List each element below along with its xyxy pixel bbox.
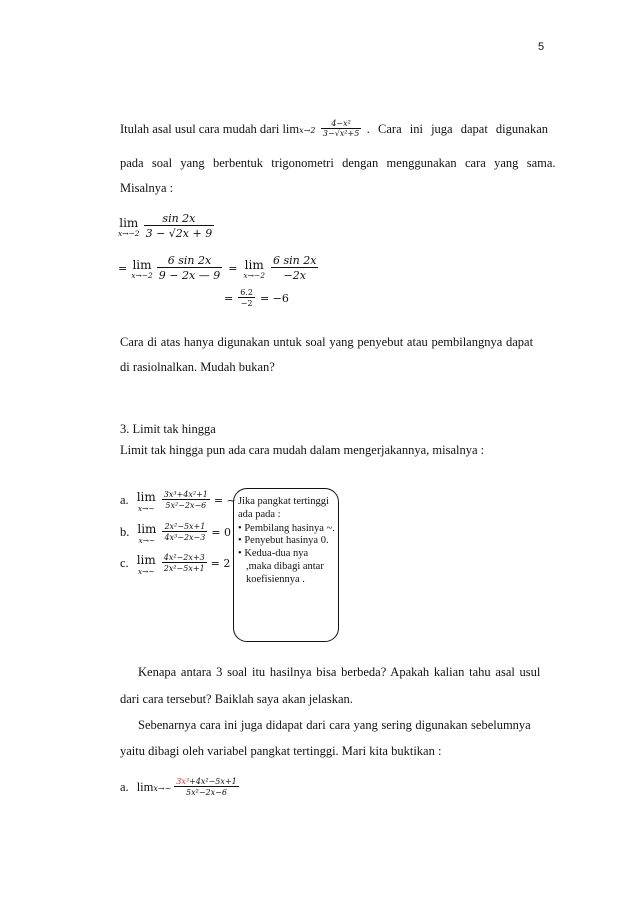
eq4-result: = −6 [259,291,289,305]
paragraph-1-line-1 [120,120,548,138]
example-line-3 [224,288,289,308]
eq4-prefix: = [224,291,234,305]
callout-intro: Jika pangkat tertinggi ada pada : [238,496,329,520]
example-lim-1: lim x→−2 [118,215,140,239]
example-fraction-4: $\frac{6.2}{-2}$ [240,288,253,308]
callout-item: • Penyebut hasinya 0. [238,535,329,547]
callout-item: • Pembilang hasinya ~. [238,522,335,534]
final-label: a. [120,779,129,794]
final-expression [120,777,239,797]
paragraph-2-line-1: Cara di atas hanya digunakan untuk soal yang penyebut atau pembilangnya dapat [120,335,534,349]
callout-text [238,496,336,587]
final-fraction: $\frac{\text{3x³+4x²−5x+1}}{\text{5x²−2x−6}}$ [176,777,237,797]
example-fraction-3: $\frac{6 \sin 2x}{-2x}$ [273,254,317,282]
para1-before: Itulah asal usul cara mudah dari limx→2 [120,121,316,136]
eq2-prefix: = [118,261,128,275]
example-fraction-1: $\frac{\sin 2x}{3 - √2x + 9}$ [145,212,213,240]
limit-fraction: $\frac{\text{3x³+4x²+1}}{\text{5x²−2x−6}}$ [163,490,208,511]
paragraph-3-line-2: dari cara tersebut? Baiklah saya akan jelaskan. [120,692,353,706]
limit-item [120,551,230,576]
paragraph-1-line-2: pada soal yang berbentuk trigonometri dengan menggunakan cara yang sama. [120,156,556,170]
example-line-2 [118,254,318,282]
limit-label: a. [120,493,129,508]
limit-result: = ~ [213,493,236,507]
limit-lim: lim x→~ [137,522,157,545]
example-lim-2: lim x→−2 [131,257,153,281]
paragraph-3-line-1: Kenapa antara 3 soal itu hasilnya bisa berbeda? Apakah kalian tahu asal usul [138,665,541,679]
limit-lim: lim x→~ [136,553,156,576]
section-intro: Limit tak hingga pun ada cara mudah dalam mengerjakannya, misalnya : [120,443,485,457]
callout-item: • Kedua-dua nya ,maka dibagi antar koefisiennya . [238,548,324,585]
limit-item [120,488,236,513]
paragraph-3-line-4: yaitu dibagi oleh variabel pangkat tertinggi. Mari kita buktikan : [120,744,442,758]
highlight-term: 3x³ [176,777,190,786]
para1-fraction: $\frac{\text{4−x²}}{\text{3−√x²+5}}$ [322,119,360,138]
example-lim-3: lim x→−2 [243,257,265,281]
page-number: 5 [538,41,545,53]
example-fraction-2: $\frac{6 \sin 2x}{9 - 2x — 9}$ [158,254,221,282]
limit-item [120,520,231,545]
eq3-prefix: = [228,261,238,275]
paragraph-2-line-2: di rasiolnalkan. Mudah bukan? [120,360,275,374]
section-heading: 3. Limit tak hingga [120,422,216,436]
limit-label: c. [120,556,129,571]
limit-result: = 2 [210,556,231,570]
paragraph-3-line-3: Sebenarnya cara ini juga didapat dari cara yang sering digunakan sebelumnya [138,718,531,732]
limit-result: = 0 [211,525,232,539]
limit-fraction: $\frac{\text{2x²−5x+1}}{\text{4x³−2x−3}}$ [164,522,206,543]
limit-fraction: $\frac{\text{4x²−2x+3}}{\text{2x²−5x+1}}$ [163,553,205,574]
limit-label: b. [120,525,130,540]
para1-after: . Cara ini juga dapat digunakan [366,121,548,136]
example-line-1 [118,212,214,240]
paragraph-1-line-3: Misalnya : [120,181,174,195]
final-lim: limx→~ [136,779,172,794]
limit-lim: lim x→~ [136,490,156,513]
